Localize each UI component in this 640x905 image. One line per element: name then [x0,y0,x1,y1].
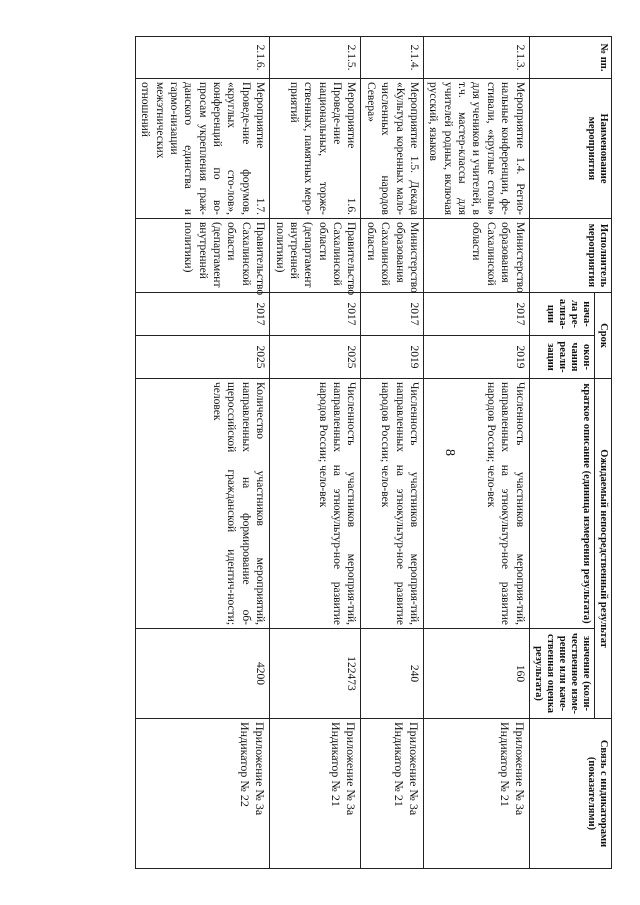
table-row [424,37,530,869]
table-row [135,37,269,869]
header-result-desc: краткое описание (единица измерения результата) [529,379,594,629]
row-desc: Численность участников мероприя-тий, направленных на этнокультур-ное развитие народов России; чело-век [270,379,361,629]
header-no: № пп. [529,37,611,79]
header-name: Наименование мероприятия [529,79,611,219]
row-value: 240 [361,629,424,719]
row-no: 2.1.3. [424,37,530,79]
header-link: Связь с индикаторами (показателями) [529,719,611,869]
row-value: 160 [424,629,530,719]
header-executor: Исполнитель мероприятия [529,219,611,293]
header-term-end: окон-чания реали-зации [529,336,594,379]
row-start: 2017 [135,293,269,336]
row-link: Приложение № 3а Индикатор № 21 [424,719,530,869]
row-no: 2.1.4. [361,37,424,79]
header-result-value: значение (коли-чественное изме-рение или каче-ственная оценка результата) [529,629,594,719]
row-desc: Количество участников мероприятий, направленных на формирование об-щероссийской гражданской идентич-ности; человек [135,379,269,629]
row-start: 2017 [424,293,530,336]
row-no: 2.1.5. [270,37,361,79]
row-start: 2017 [270,293,361,336]
row-link: Приложение № 3а Индикатор № 21 [270,719,361,869]
table-row [270,37,361,869]
header-term: Срок [594,293,611,379]
header-row-1 [594,37,611,869]
row-start: 2017 [361,293,424,336]
row-no: 2.1.6. [135,37,269,79]
row-end: 2019 [361,336,424,379]
row-value: 122473 [270,629,361,719]
row-name: Мероприятие 1.5. Декада «Культура коренных мало-численных народов Севера» [361,79,424,219]
activities-table [135,36,612,869]
header-term-start: нача-ла ре-ализа-ции [529,293,594,336]
row-end: 2019 [424,336,530,379]
header-result: Ожидаемый непосредственный результат [594,379,611,719]
row-executor: Министерство образования Сахалинской области [361,219,424,293]
page-number: 8 [442,449,457,456]
row-value: 4200 [135,629,269,719]
row-link: Приложение № 3а Индикатор № 22 [135,719,269,869]
row-name: Мероприятие 1.7. Проведе-ние форумов, «круглых сто-лов», конференций по во-просам укрепления граж-данского единства и гармо-низации межэтнических отношений [135,79,269,219]
table-row [361,37,424,869]
row-name: Мероприятие 1.6. Проведе-ние национальных, торже-ственных, памятных меро-приятий [270,79,361,219]
row-desc: Численность участников мероприя-тий, направленных на этнокультур-ное развитие народов России; чело-век [424,379,530,629]
row-executor: Министерство образования Сахалинской области [424,219,530,293]
row-name: Мероприятие 1.4. Регио-нальные конференции, фе-стивали, «круглые столы» для учеников и учителей, в т.ч. мастер-классы для учителей родных, включая русский, языков [424,79,530,219]
row-end: 2025 [135,336,269,379]
row-executor: Правительство Сахалинской области (департамент внутренней политики) [270,219,361,293]
row-executor: Правительство Сахалинской области (департамент внутренней политики) [135,219,269,293]
row-link: Приложение № 3а Индикатор № 21 [361,719,424,869]
row-end: 2025 [270,336,361,379]
row-desc: Численность участников мероприя-тий, направленных на этнокультур-ное развитие народов России; чело-век [361,379,424,629]
